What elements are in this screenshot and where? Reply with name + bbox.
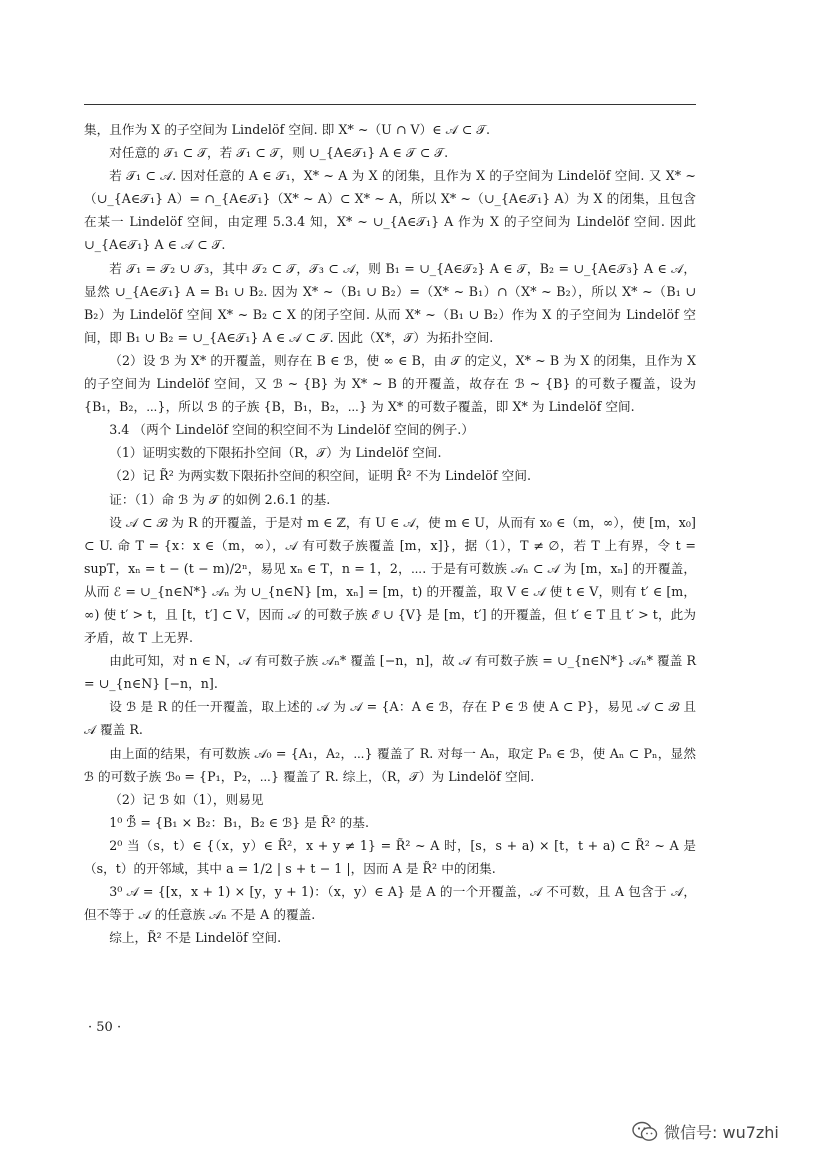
paragraph: 若 𝒯₁ ⊂ 𝒜. 因对任意的 A ∈ 𝒯₁，X* ~ A 为 X 的闭集，且作为 X 的子空间为 Lindelöf 空间. 又 X* ~（∪_{A∈𝒯₁} A）= ∩_{A∈𝒯₁}（X* ~ A）⊂ X* ~ A，所以 X* ~（∪_{A∈𝒯₁} A）为 X 的闭集，且包含在某一 Lindelöf 空间，由定理 5.3.4 知，X* ~ ∪_{A∈𝒯₁} A 作为 X 的子空间为 Lindelöf 空间. 因此 ∪_{A∈𝒯₁} A ∈ 𝒜 ⊂ 𝒯. [84, 168, 696, 253]
paragraph: 由此可知，对 n ∈ N，𝒜 有可数子族 𝒜ₙ* 覆盖 [−n，n]，故 𝒜 有可数子族 = ∪_{n∈N*} 𝒜ₙ* 覆盖 R = ∪_{n∈N} [−n，n]. [84, 653, 696, 692]
paragraph: 3⁰ 𝒜 = {[x，x + 1) × [y，y + 1)：（x，y）∈ A} 是 A 的一个开覆盖，𝒜 不可数，且 A 包含于 𝒜，但不等于 𝒜 的任意族 𝒜ₙ 不是 A 的覆盖. [84, 884, 696, 923]
paragraph: （2）记 ℬ 如（1），则易见 [109, 791, 264, 807]
paragraph: 证：（1）命 ℬ 为 𝒯 的如例 2.6.1 的基. [109, 491, 331, 507]
paragraph: 集，且作为 X 的子空间为 Lindelöf 空间. 即 X* ~（U ∩ V）∈ 𝒜 ⊂ 𝒯. [84, 122, 491, 137]
paragraph: 设 𝒜 ⊂ ℬ 为 R 的开覆盖，于是对 m ∈ ℤ，有 U ∈ 𝒜，使 m ∈ U，从而有 x₀ ∈（m，∞），使 [m，x₀] ⊂ U. 命 T = {x：x ∈（m，∞），𝒜 有可数子族覆盖 [m，x]}，据（1），T ≠ ∅，若 T 上有界，令 t = supT，xₙ = t − (t − m)/2ⁿ，易见 xₙ ∈ T，n = 1，2，⋯. 于是有可数族 𝒜ₙ ⊂ 𝒜 为 [m，xₙ] 的开覆盖，从而 ℰ = ∪_{n∈N*} 𝒜ₙ 为 ∪_{n∈N} [m，xₙ] = [m，t) 的开覆盖，取 V ∈ 𝒜 使 t ∈ V，则有 t′ ∈ [m，∞) 使 t′ > t，且 [t，t′] ⊂ V，因而 𝒜 的可数子族 ℰ ∪ {V} 是 [m，t′] 的开覆盖，但 t′ ∈ T 且 t′ > t，此为矛盾，故 T 上无界. [84, 514, 696, 646]
paragraph: （2）设 ℬ 为 X* 的开覆盖，则存在 B ∈ ℬ，使 ∞ ∈ B，由 𝒯 的定义，X* ~ B 为 X 的闭集，且作为 X 的子空间为 Lindelöf 空间，又 ℬ ~ {B} 为 X* ~ B 的开覆盖，故存在 ℬ ~ {B} 的可数子覆盖，设为 {B₁，B₂，⋯}，所以 ℬ 的子族 {B，B₁，B₂，⋯} 为 X* 的可数子覆盖，即 X* 为 Lindelöf 空间. [84, 352, 696, 415]
paragraph: 2⁰ 当（s，t）∈ {（x，y）∈ R̃²，x + y ≠ 1} = R̃² ~ A 时，[s，s + a) × [t，t + a) ⊂ R̃² ~ A 是（s，t）的开邻域，其中 a = 1/2 | s + t − 1 |，因而 A 是 R̃² 中的闭集. [84, 837, 696, 876]
paragraph: 由上面的结果，有可数族 𝒜₀ = {A₁，A₂，⋯} 覆盖了 R. 对每一 Aₙ，取定 Pₙ ∈ ℬ，使 Aₙ ⊂ Pₙ，显然 ℬ 的可数子族 ℬ₀ = {P₁，P₂，⋯} 覆盖了 R. 综上，（R，𝒯）为 Lindelöf 空间. [84, 745, 696, 784]
paragraph: 若 𝒯₁ = 𝒯₂ ∪ 𝒯₃，其中 𝒯₂ ⊂ 𝒯，𝒯₃ ⊂ 𝒜，则 B₁ = ∪_{A∈𝒯₂} A ∈ 𝒯，B₂ = ∪_{A∈𝒯₃} A ∈ 𝒜，显然 ∪_{A∈𝒯₁} A = B₁ ∪ B₂. 因为 X* ~（B₁ ∪ B₂）=（X* ~ B₁）∩（X* ~ B₂），所以 X* ~（B₁ ∪ B₂）为 Lindelöf 空间 X* ~ B₂ ⊂ X 的闭子空间. 从而 X* ~（B₁ ∪ B₂）作为 X 的子空间为 Lindelöf 空间，即 B₁ ∪ B₂ = ∪_{A∈𝒯₁} A ∈ 𝒜 ⊂ 𝒯. 因此（X*，𝒯）为拓扑空间. [84, 260, 696, 345]
watermark [632, 1120, 779, 1143]
header-rule [84, 104, 696, 105]
paragraph: （2）记 R̃² 为两实数下限拓扑空间的积空间，证明 R̃² 不为 Lindelöf 空间. [109, 468, 532, 484]
exercise-heading: 3.4 （两个 Lindelöf 空间的积空间不为 Lindelöf 空间的例子.） [109, 422, 475, 438]
watermark-text: 微信号: wu7zhi [664, 1123, 779, 1142]
paragraph: 综上，R̃² 不是 Lindelöf 空间. [109, 930, 282, 946]
page-number: · 50 · [88, 1020, 122, 1035]
paragraph: （1）证明实数的下限拓扑空间（R，𝒯）为 Lindelöf 空间. [109, 445, 442, 461]
paragraph: 对任意的 𝒯₁ ⊂ 𝒯，若 𝒯₁ ⊂ 𝒯，则 ∪_{A∈𝒯₁} A ∈ 𝒯 ⊂ 𝒯. [109, 145, 449, 161]
paragraph: 设 ℬ 是 R 的任一开覆盖，取上述的 𝒜 为 𝒜 = {A：A ∈ ℬ，存在 P ∈ ℬ 使 A ⊂ P}，易见 𝒜 ⊂ ℬ 且 𝒜 覆盖 R. [84, 699, 696, 738]
paragraph: 1⁰ ℬ̃ = {B₁ × B₂：B₁，B₂ ∈ ℬ} 是 R̃² 的基. [109, 814, 369, 830]
wechat-icon [632, 1121, 658, 1143]
page-body [84, 118, 696, 949]
